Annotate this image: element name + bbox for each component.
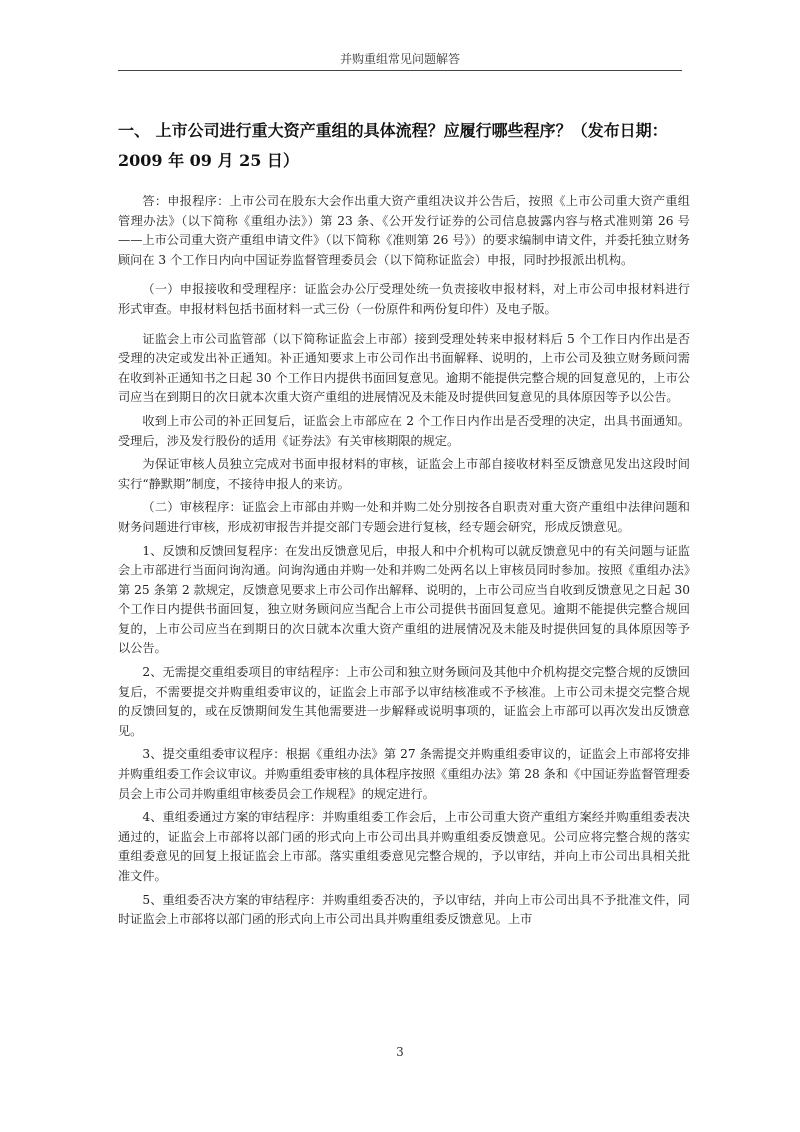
paragraph-committee-rejected: 5、重组委否决方案的审结程序：并购重组委否决的，予以审结，并向上市公司出具不予批准文件，同时证监会上市部将以部门函的形式向上市公司出具并购重组委反馈意见。上市 (118, 892, 690, 927)
answer-body (118, 192, 690, 934)
section-heading: 一、 上市公司进行重大资产重组的具体流程？应履行哪些程序？（发布日期：2009 年 09 月 25 日） (118, 121, 668, 170)
paragraph-acceptance: （一）申报接收和受理程序：证监会办公厅受理处统一负责接收申报材料，对上市公司申报材料进行形式审查。申报材料包括书面材料一式三份（一份原件和两份复印件）及电子版。 (118, 282, 690, 316)
header-divider (118, 70, 682, 71)
paragraph-review-procedure: （二）审核程序：证监会上市部由并购一处和并购二处分别按各自职责对重大资产重组中法律问题和财务问题进行审核，形成初审报告并提交部门专题会进行复核，经专题会研究，形成反馈意见。 (118, 500, 690, 534)
paragraph-committee-review: 3、提交重组委审议程序：根据《重组办法》第 27 条需提交并购重组委审议的，证监会上市部将安排并购重组委工作会议审议。并购重组委审核的具体程序按照《重组办法》第 28 条和《中国证券监督管理委员会上市公司并购重组审核委员会工作规程》的规定进行。 (118, 747, 690, 801)
paragraph-quiet-period: 为保证审核人员独立完成对书面申报材料的审核，证监会上市部自接收材料至反馈意见发出这段时间实行“静默期”制度，不接待申报人的来访。 (118, 457, 690, 491)
running-header: 并购重组常见问题解答 (339, 52, 460, 66)
page-number: 3 (396, 1045, 404, 1059)
paragraph-no-committee: 2、无需提交重组委项目的审结程序：上市公司和独立财务顾问及其他中介机构提交完整合规的反馈回复后，不需要提交并购重组委审议的，证监会上市部予以审结核准或不予核准。上市公司未提交完整合规的反馈回复的，或在反馈期间发生其他需要进一步解释或说明事项的，证监会上市部可以再次发出反馈意见。 (118, 665, 690, 738)
paragraph-answer-intro: 答：申报程序：上市公司在股东大会作出重大资产重组决议并公告后，按照《上市公司重大资产重组管理办法》（以下简称《重组办法》）第 23 条、《公开发行证券的公司信息披露内容与格式准则第 26 号——上市公司重大资产重组申请文件》（以下简称《准则第 26 号》）的要求编制申请文件，并委托独立财务顾问在 3 个工作日内向中国证券监督管理委员会（以下简称证监会）申报，同时抄报派出机构。 (118, 194, 690, 267)
paragraph-feedback: 1、反馈和反馈回复程序：在发出反馈意见后，申报人和中介机构可以就反馈意见中的有关问题与证监会上市部进行当面问询沟通。问询沟通由并购一处和并购二处两名以上审核员同时参加。按照《重组办法》第 25 条第 2 款规定，反馈意见要求上市公司作出解释、说明的，上市公司应当自收到反馈意见之日起 30 个工作日内提供书面回复，独立财务顾问应当配合上市公司提供书面回复意见。逾期不能提供完整合规回复的，上市公司应当在到期日的次日就本次重大资产重组的进展情况及未能及时提供回复的具体原因等予以公告。 (118, 543, 690, 656)
paragraph-committee-approved: 4、重组委通过方案的审结程序：并购重组委工作会后，上市公司重大资产重组方案经并购重组委表决通过的，证监会上市部将以部门函的形式向上市公司出具并购重组委反馈意见。公司应将完整合规的落实重组委意见的回复上报证监会上市部。落实重组委意见完整合规的，予以审结，并向上市公司出具相关批准文件。 (118, 810, 690, 883)
paragraph-supplement-notice: 证监会上市公司监管部（以下简称证监会上市部）接到受理处转来申报材料后 5 个工作日内作出是否受理的决定或发出补正通知。补正通知要求上市公司作出书面解释、说明的，上市公司及独立财务顾问需在收到补正通知书之日起 30 个工作日内提供书面回复意见。逾期不能提供完整合规的回复意见的，上市公司应当在到期日的次日就本次重大资产重组的进展情况及未能及时提供回复意见的具体原因等予以公告。 (118, 331, 690, 405)
paragraph-supplement-reply: 收到上市公司的补正回复后，证监会上市部应在 2 个工作日内作出是否受理的决定，出具书面通知。受理后，涉及发行股份的适用《证券法》有关审核期限的规定。 (118, 413, 690, 448)
